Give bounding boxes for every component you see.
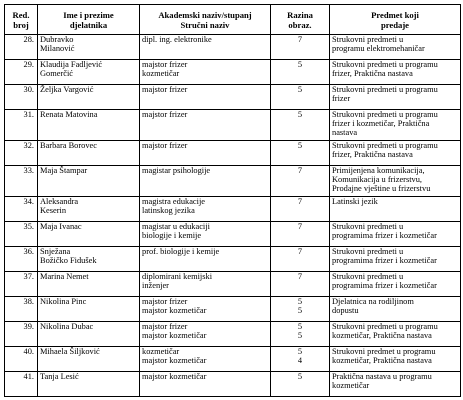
cell-subject-line: programima frizer i kozmetičar bbox=[332, 281, 437, 290]
cell-title-line: majstor kozmetičar bbox=[142, 306, 207, 315]
cell-number: 39. bbox=[5, 322, 38, 347]
cell-subject-line: Strukovni predmeti u bbox=[332, 272, 404, 281]
cell-subject-line: frizer i kozmetičar, Praktična bbox=[332, 119, 430, 128]
header-razina: Razina obraz. bbox=[271, 5, 330, 35]
cell-number: 37. bbox=[5, 272, 38, 297]
cell-subject bbox=[330, 85, 461, 110]
cell-level-line: 5 bbox=[297, 141, 303, 150]
cell-subject-line: Prodajne vještine u frizerstvu bbox=[332, 184, 431, 193]
cell-number: 35. bbox=[5, 222, 38, 247]
cell-name-line: Barbara Borovec bbox=[40, 141, 97, 150]
cell-subject-line: Strukovni predmeti u bbox=[332, 247, 404, 256]
cell-subject bbox=[330, 141, 461, 166]
table-body bbox=[5, 35, 461, 397]
cell-level bbox=[271, 110, 330, 141]
cell-subject-line: kozmetičar, Praktična nastava bbox=[332, 331, 432, 340]
cell-subject bbox=[330, 272, 461, 297]
cell-name bbox=[38, 372, 140, 397]
cell-subject-line: Strukovni predmeti u programu bbox=[332, 322, 438, 331]
cell-subject-line: kozmetičar, Praktična nastava bbox=[332, 356, 432, 365]
table-row bbox=[5, 322, 461, 347]
cell-subject bbox=[330, 347, 461, 372]
cell-level-line: 5 bbox=[297, 306, 303, 315]
cell-subject-line: programima frizer i kozmetičar bbox=[332, 256, 437, 265]
cell-title bbox=[140, 35, 271, 60]
cell-level-line: 5 bbox=[297, 322, 303, 331]
cell-title-line: magistra edukacije bbox=[142, 197, 206, 206]
cell-level bbox=[271, 322, 330, 347]
cell-title-line: majstor frizer bbox=[142, 110, 188, 119]
cell-number: 32. bbox=[5, 141, 38, 166]
cell-subject-line: frizer, Praktična nastava bbox=[332, 69, 413, 78]
cell-level-line: 5 bbox=[297, 297, 303, 306]
staff-table-container bbox=[4, 4, 461, 397]
cell-subject bbox=[330, 110, 461, 141]
cell-name-line: Renata Matovina bbox=[40, 110, 98, 119]
cell-title-line: inženjer bbox=[142, 281, 169, 290]
cell-title bbox=[140, 247, 271, 272]
cell-level bbox=[271, 35, 330, 60]
cell-name-line: Božičko Fidušek bbox=[40, 256, 97, 265]
cell-title-line: prof. biologije i kemije bbox=[142, 247, 220, 256]
cell-subject bbox=[330, 222, 461, 247]
cell-level-line: 5 bbox=[297, 110, 303, 119]
table-row bbox=[5, 272, 461, 297]
cell-name bbox=[38, 297, 140, 322]
cell-number: 30. bbox=[5, 85, 38, 110]
cell-title-line: majstor frizer bbox=[142, 141, 188, 150]
cell-level-line: 5 bbox=[297, 347, 303, 356]
cell-number: 41. bbox=[5, 372, 38, 397]
table-row bbox=[5, 297, 461, 322]
cell-title-line: kozmetičar bbox=[142, 69, 180, 78]
cell-name-line: Marina Nemet bbox=[40, 272, 89, 281]
cell-number: 38. bbox=[5, 297, 38, 322]
cell-subject-line: Strukovni predmeti u programu bbox=[332, 141, 438, 150]
cell-level-line: 7 bbox=[297, 247, 303, 256]
cell-subject-line: Primijenjena komunikacija, bbox=[332, 166, 425, 175]
cell-title-line: biologije i kemije bbox=[142, 231, 202, 240]
table-row bbox=[5, 247, 461, 272]
cell-title-line: majstor frizer bbox=[142, 322, 188, 331]
cell-subject-line: Strukovni predmeti u programu bbox=[332, 60, 438, 69]
cell-level bbox=[271, 141, 330, 166]
cell-level bbox=[271, 372, 330, 397]
cell-subject bbox=[330, 166, 461, 197]
cell-name-line: Željka Vargović bbox=[40, 85, 94, 94]
cell-name bbox=[38, 166, 140, 197]
cell-title-line: majstor kozmetičar bbox=[142, 372, 207, 381]
cell-level bbox=[271, 347, 330, 372]
table-row bbox=[5, 110, 461, 141]
cell-title-line: dipl. ing. elektronike bbox=[142, 35, 212, 44]
cell-name-line: Gomerčić bbox=[40, 69, 74, 78]
cell-name bbox=[38, 247, 140, 272]
cell-level bbox=[271, 247, 330, 272]
cell-subject bbox=[330, 247, 461, 272]
cell-title-line: magistar psihologije bbox=[142, 166, 211, 175]
cell-subject-line: Strukovni predmeti u bbox=[332, 35, 404, 44]
cell-subject bbox=[330, 60, 461, 85]
cell-number: 34. bbox=[5, 197, 38, 222]
cell-title bbox=[140, 272, 271, 297]
cell-name bbox=[38, 85, 140, 110]
cell-name bbox=[38, 110, 140, 141]
cell-name-line: Dubravko bbox=[40, 35, 74, 44]
cell-name-line: Aleksandra bbox=[40, 197, 79, 206]
table-row bbox=[5, 85, 461, 110]
cell-subject-line: nastava bbox=[332, 128, 358, 137]
cell-title bbox=[140, 85, 271, 110]
cell-name-line: Maja Štampar bbox=[40, 166, 88, 175]
cell-number: 40. bbox=[5, 347, 38, 372]
cell-title-line: diplomirani kemijski bbox=[142, 272, 213, 281]
header-akademski-naziv: Akademski naziv/stupanj Stručni naziv bbox=[140, 5, 271, 35]
cell-title bbox=[140, 222, 271, 247]
cell-level bbox=[271, 85, 330, 110]
cell-title-line: majstor frizer bbox=[142, 85, 188, 94]
cell-subject-line: Djelatnica na rodiljinom bbox=[332, 297, 414, 306]
cell-subject-line: dopustu bbox=[332, 306, 359, 315]
cell-name-line: Klaudija Fadljević bbox=[40, 60, 103, 69]
cell-name bbox=[38, 35, 140, 60]
cell-level-line: 5 bbox=[297, 331, 303, 340]
cell-level bbox=[271, 272, 330, 297]
cell-title bbox=[140, 60, 271, 85]
header-ime-prezime: Ime i prezime djelatnika bbox=[38, 5, 140, 35]
header-red-broj: Red. broj bbox=[5, 5, 38, 35]
cell-title-line: majstor frizer bbox=[142, 60, 188, 69]
table-row bbox=[5, 372, 461, 397]
cell-level-line: 7 bbox=[297, 197, 303, 206]
cell-name-line: Nikolina Pinc bbox=[40, 297, 87, 306]
cell-subject bbox=[330, 372, 461, 397]
cell-subject-line: Strukovni predmet u programu bbox=[332, 347, 436, 356]
cell-level-line: 7 bbox=[297, 35, 303, 44]
cell-title bbox=[140, 141, 271, 166]
cell-title-line: latinskog jezika bbox=[142, 206, 195, 215]
cell-number: 31. bbox=[5, 110, 38, 141]
cell-name-line: Keserin bbox=[40, 206, 67, 215]
cell-level bbox=[271, 166, 330, 197]
cell-number: 28. bbox=[5, 35, 38, 60]
cell-name bbox=[38, 347, 140, 372]
cell-level bbox=[271, 222, 330, 247]
cell-name-line: Tanja Lesić bbox=[40, 372, 79, 381]
cell-subject-line: Praktična nastava u programu bbox=[332, 372, 432, 381]
cell-level-line: 7 bbox=[297, 272, 303, 281]
cell-level-line: 7 bbox=[297, 166, 303, 175]
cell-subject bbox=[330, 197, 461, 222]
cell-level bbox=[271, 197, 330, 222]
cell-title-line: kozmetičar bbox=[142, 347, 180, 356]
cell-number: 29. bbox=[5, 60, 38, 85]
cell-subject-line: programu elektromehaničar bbox=[332, 44, 425, 53]
cell-title-line: magistar u edukaciji bbox=[142, 222, 210, 231]
cell-level-line: 5 bbox=[297, 372, 303, 381]
cell-subject-line: Strukovni predmeti u programu bbox=[332, 110, 438, 119]
cell-number: 33. bbox=[5, 166, 38, 197]
cell-name-line: Nikolina Dubac bbox=[40, 322, 94, 331]
cell-title bbox=[140, 110, 271, 141]
cell-title bbox=[140, 166, 271, 197]
cell-subject-line: frizer, Praktična nastava bbox=[332, 150, 413, 159]
table-row bbox=[5, 222, 461, 247]
table-row bbox=[5, 141, 461, 166]
cell-name bbox=[38, 197, 140, 222]
cell-name bbox=[38, 322, 140, 347]
cell-subject-line: frizer bbox=[332, 94, 351, 103]
cell-title-line: majstor kozmetičar bbox=[142, 331, 207, 340]
cell-title bbox=[140, 322, 271, 347]
cell-subject-line: Strukovni predmeti u programu bbox=[332, 85, 438, 94]
cell-name-line: Maja Ivanac bbox=[40, 222, 82, 231]
table-row bbox=[5, 197, 461, 222]
table-row bbox=[5, 35, 461, 60]
cell-name bbox=[38, 272, 140, 297]
cell-subject-line: Latinski jezik bbox=[332, 197, 378, 206]
cell-name-line: Milanović bbox=[40, 44, 75, 53]
cell-subject-line: Komunikacija u frizerstvu, bbox=[332, 175, 423, 184]
cell-subject bbox=[330, 322, 461, 347]
cell-title bbox=[140, 297, 271, 322]
cell-subject bbox=[330, 35, 461, 60]
cell-name-line: Mihaela Šiljković bbox=[40, 347, 100, 356]
staff-table bbox=[4, 4, 461, 397]
cell-level bbox=[271, 60, 330, 85]
cell-subject bbox=[330, 297, 461, 322]
table-row bbox=[5, 60, 461, 85]
cell-title-line: majstor kozmetičar bbox=[142, 356, 207, 365]
cell-name bbox=[38, 60, 140, 85]
cell-subject-line: Strukovni predmeti u bbox=[332, 222, 404, 231]
cell-level-line: 4 bbox=[297, 356, 303, 365]
cell-title bbox=[140, 372, 271, 397]
cell-subject-line: kozmetičar bbox=[332, 381, 370, 390]
table-row bbox=[5, 166, 461, 197]
cell-title bbox=[140, 347, 271, 372]
cell-name-line: Snježana bbox=[40, 247, 71, 256]
table-header-row bbox=[5, 5, 461, 35]
cell-level bbox=[271, 297, 330, 322]
cell-level-line: 7 bbox=[297, 222, 303, 231]
cell-name bbox=[38, 222, 140, 247]
cell-level-line: 5 bbox=[297, 60, 303, 69]
cell-subject-line: programima frizer i kozmetičar bbox=[332, 231, 437, 240]
cell-level-line: 5 bbox=[297, 85, 303, 94]
cell-name bbox=[38, 141, 140, 166]
cell-title-line: majstor frizer bbox=[142, 297, 188, 306]
cell-number: 36. bbox=[5, 247, 38, 272]
table-row bbox=[5, 347, 461, 372]
cell-title bbox=[140, 197, 271, 222]
header-predmet: Predmet koji predaje bbox=[330, 5, 461, 35]
